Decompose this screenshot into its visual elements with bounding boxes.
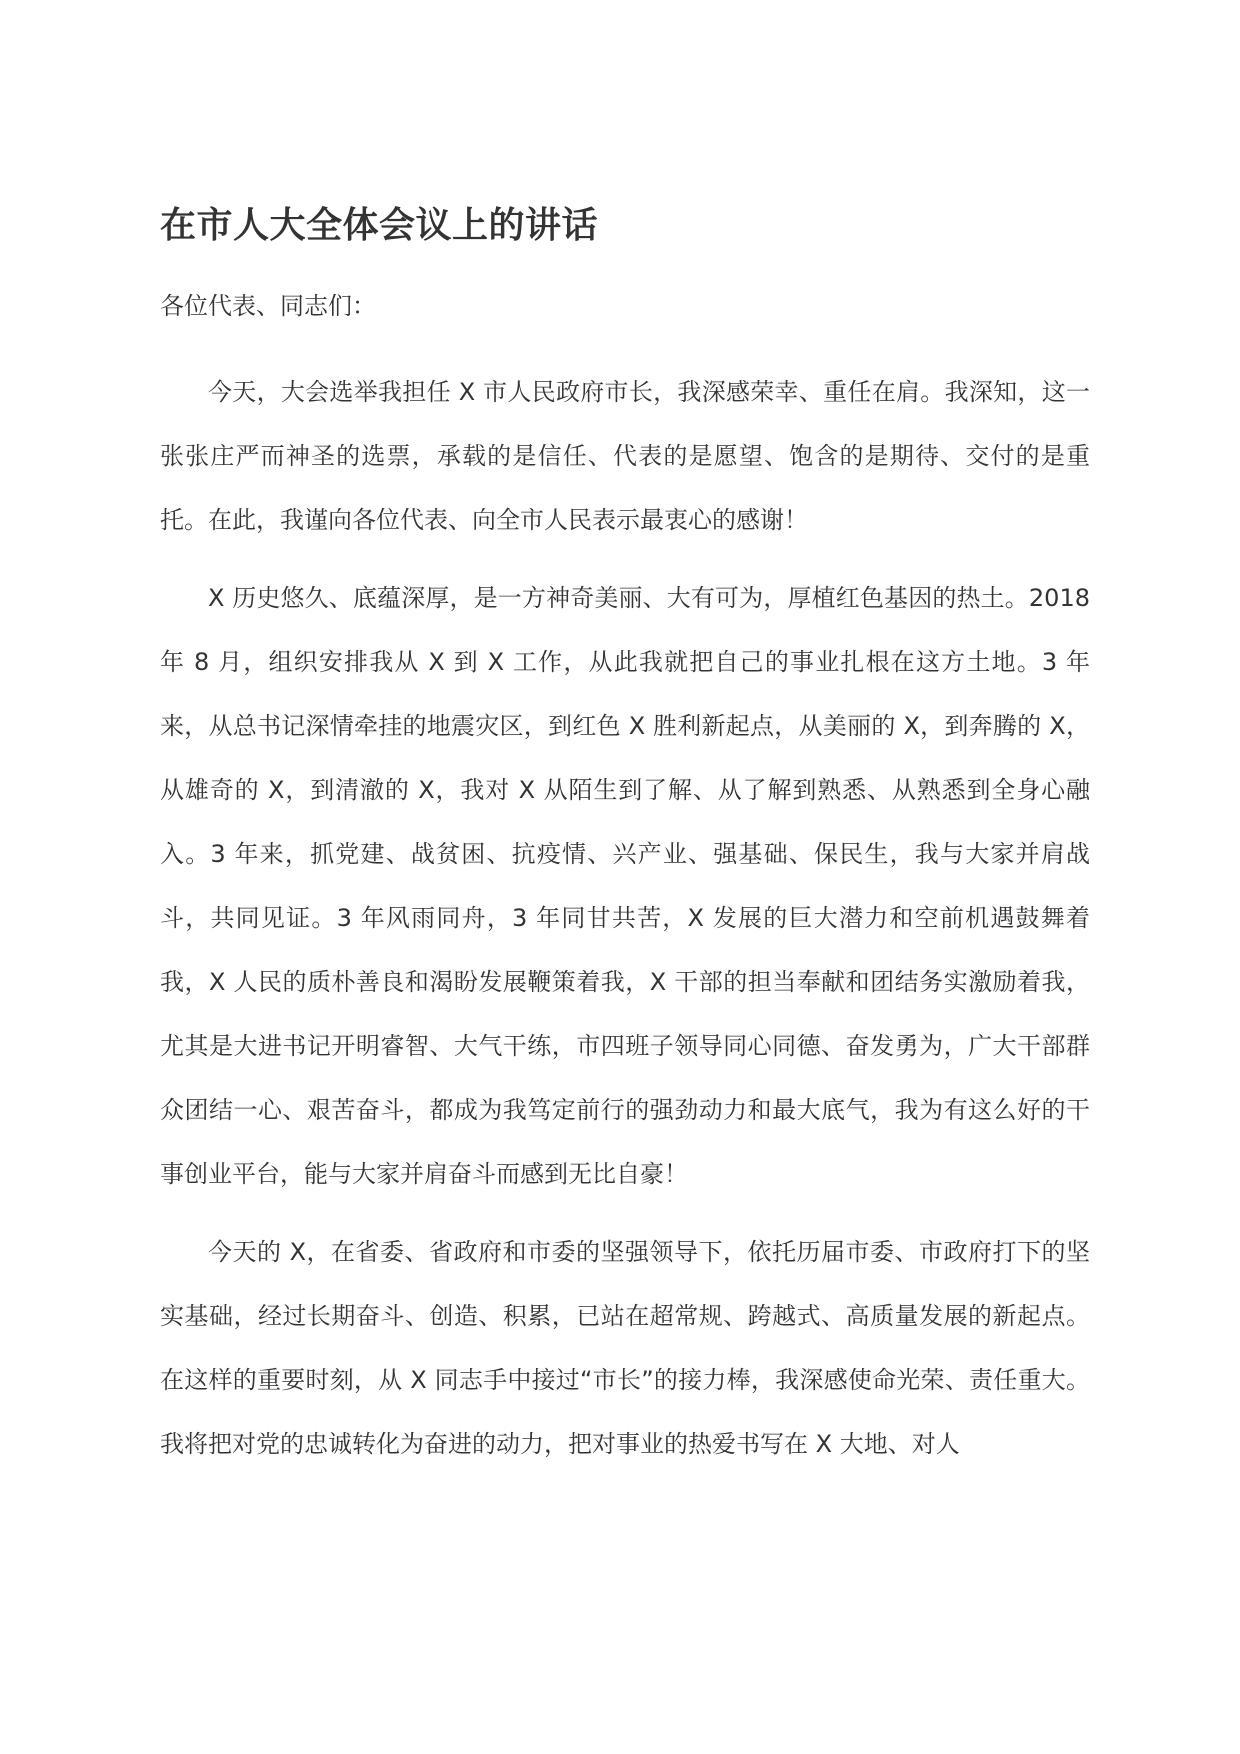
paragraph-3: 今天的 X，在省委、省政府和市委的坚强领导下，依托历届市委、市政府打下的坚实基础，经过长期奋斗、创造、积累，已站在超常规、跨越式、高质量发展的新起点。在这样的重要时刻，从 X 同志手中接过“市长”的接力棒，我深感使命光荣、责任重大。我将把对党的忠诚转化为奋进的动力，把对事业的热爱书写在 X 大地、对人 (160, 1238, 1090, 1458)
salutation: 各位代表、同志们： (160, 292, 376, 320)
document-body (160, 360, 1090, 1490)
paragraph-1: 今天，大会选举我担任 X 市人民政府市长，我深感荣幸、重任在肩。我深知，这一张张庄严而神圣的选票，承载的是信任、代表的是愿望、饱含的是期待、交付的是重托。在此，我谨向各位代表、向全市人民表示最衷心的感谢！ (160, 378, 1090, 534)
paragraph-2: X 历史悠久、底蕴深厚，是一方神奇美丽、大有可为，厚植红色基因的热土。2018 年 8 月，组织安排我从 X 到 X 工作，从此我就把自己的事业扎根在这方土地。3 年来，从总书记深情牵挂的地震灾区，到红色 X 胜利新起点，从美丽的 X，到奔腾的 X，从雄奇的 X，到清澈的 X，我对 X 从陌生到了解、从了解到熟悉、从熟悉到全身心融入。3 年来，抓党建、战贫困、抗疫情、兴产业、强基础、保民生，我与大家并肩战斗，共同见证。3 年风雨同舟，3 年同甘共苦，X 发展的巨大潜力和空前机遇鼓舞着我，X 人民的质朴善良和渴盼发展鞭策着我，X 干部的担当奉献和团结务实激励着我，尤其是大进书记开明睿智、大气干练，市四班子领导同心同德、奋发勇为，广大干部群众团结一心、艰苦奋斗，都成为我笃定前行的强劲动力和最大底气，我为有这么好的干事创业平台，能与大家并肩奋斗而感到无比自豪！ (160, 584, 1090, 1188)
document-title: 在市人大全体会议上的讲话 (160, 205, 599, 246)
document-page (160, 0, 1090, 1754)
